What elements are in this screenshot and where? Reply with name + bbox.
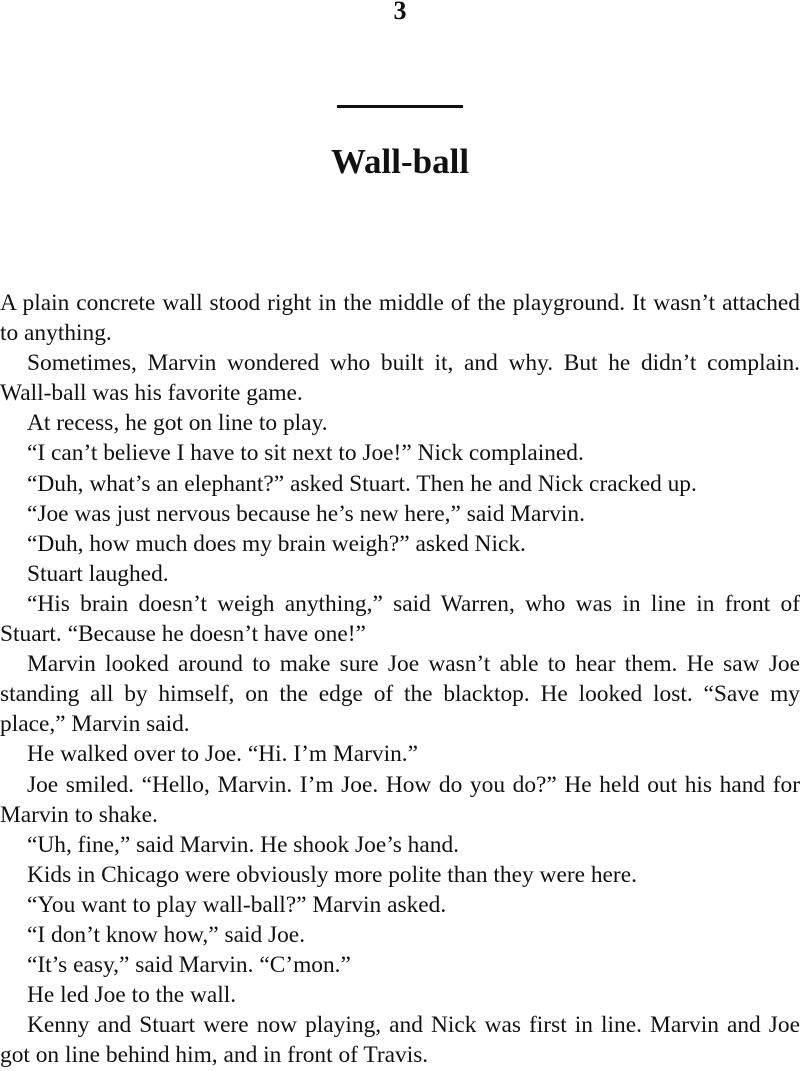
paragraph: A plain concrete wall stood right in the middle of the playground. It wasn’t attached to anything. [0, 290, 800, 347]
paragraph: Stuart laughed. [27, 560, 169, 587]
chapter-number: 3 [393, 0, 407, 25]
paragraph: Kids in Chicago were obviously more polite than they were here. [27, 861, 637, 888]
chapter-title: Wall-ball [330, 142, 470, 181]
paragraph: He led Joe to the wall. [27, 982, 237, 1009]
paragraph: Sometimes, Marvin wondered who built it, and why. But he didn’t complain. Wall-ball was his favorite game. [0, 350, 800, 407]
paragraph: “It’s easy,” said Marvin. “C’mon.” [27, 952, 351, 979]
chapter-body [0, 288, 800, 1070]
chapter-divider [337, 105, 463, 108]
paragraph: Marvin looked around to make sure Joe wasn’t able to hear them. He saw Joe standing all by himself, on the edge of the blacktop. He looked lost. “Save my place,” Marvin said. [0, 651, 800, 738]
paragraph: “Joe was just nervous because he’s new here,” said Marvin. [27, 500, 585, 527]
paragraph: “I don’t know how,” said Joe. [27, 921, 306, 948]
paragraph: Kenny and Stuart were now playing, and Nick was first in line. Marvin and Joe got on line behind him, and in front of Travis. [0, 1012, 800, 1069]
paragraph: Joe smiled. “Hello, Marvin. I’m Joe. How do you do?” He held out his hand for Marvin to shake. [0, 771, 800, 828]
paragraph: “Duh, what’s an elephant?” asked Stuart. Then he and Nick cracked up. [27, 470, 697, 497]
paragraph: At recess, he got on line to play. [27, 410, 328, 437]
paragraph: He walked over to Joe. “Hi. I’m Marvin.” [27, 741, 419, 768]
paragraph: “Uh, fine,” said Marvin. He shook Joe’s hand. [27, 831, 459, 858]
paragraph: “I can’t believe I have to sit next to Joe!” Nick complained. [27, 440, 584, 467]
paragraph: “His brain doesn’t weigh anything,” said Warren, who was in line in front of Stuart. “Because he doesn’t have one!” [0, 590, 800, 648]
paragraph: “You want to play wall-ball?” Marvin asked. [27, 891, 447, 918]
paragraph: “Duh, how much does my brain weigh?” asked Nick. [27, 530, 526, 557]
